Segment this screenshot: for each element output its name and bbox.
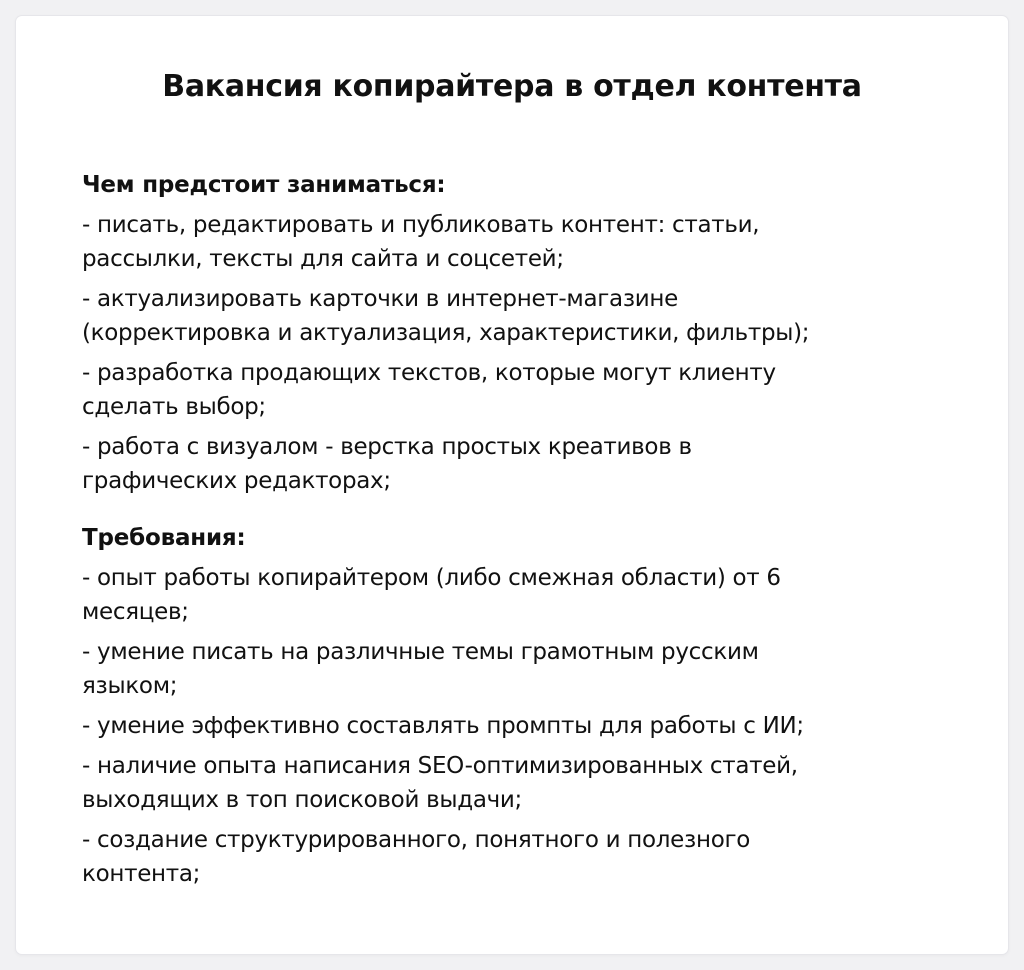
list-item-line: - создание структурированного, понятного и полезного bbox=[82, 827, 751, 853]
list-item bbox=[82, 709, 982, 743]
list-item bbox=[82, 208, 982, 276]
list-item-line: месяцев; bbox=[82, 599, 189, 625]
list-item-line: контента; bbox=[82, 861, 201, 887]
list-item-line: - наличие опыта написания SEO-оптимизированных статей, bbox=[82, 753, 798, 779]
requirements-section bbox=[82, 521, 982, 897]
duties-heading: Чем предстоит заниматься: bbox=[82, 172, 446, 198]
page-title: Вакансия копирайтера в отдел контента bbox=[162, 69, 862, 104]
list-item-line: - работа с визуалом - верстка простых креативов в bbox=[82, 434, 692, 460]
list-item bbox=[82, 635, 982, 703]
list-item bbox=[82, 356, 982, 424]
duties-list bbox=[82, 208, 982, 498]
list-item-line: (корректировка и актуализация, характеристики, фильтры); bbox=[82, 320, 810, 346]
list-item-line: рассылки, тексты для сайта и соцсетей; bbox=[82, 246, 564, 272]
list-item bbox=[82, 823, 982, 891]
list-item-line: - умение писать на различные темы грамотным русским bbox=[82, 639, 759, 665]
list-item-line: - актуализировать карточки в интернет-магазине bbox=[82, 286, 678, 312]
list-item bbox=[82, 749, 982, 817]
requirements-list bbox=[82, 561, 982, 891]
list-item-line: - умение эффективно составлять промпты для работы с ИИ; bbox=[82, 713, 804, 739]
list-item-line: выходящих в топ поисковой выдачи; bbox=[82, 787, 523, 813]
list-item-line: сделать выбор; bbox=[82, 394, 266, 420]
requirements-heading: Требования: bbox=[82, 525, 246, 551]
list-item-line: графических редакторах; bbox=[82, 468, 391, 494]
list-item-line: языком; bbox=[82, 673, 178, 699]
list-item bbox=[82, 430, 982, 498]
list-item-line: - опыт работы копирайтером (либо смежная области) от 6 bbox=[82, 565, 781, 591]
list-item-line: - писать, редактировать и публиковать контент: статьи, bbox=[82, 212, 760, 238]
vacancy-card bbox=[16, 16, 1008, 954]
list-item bbox=[82, 282, 982, 350]
duties-section bbox=[82, 168, 982, 504]
list-item bbox=[82, 561, 982, 629]
list-item-line: - разработка продающих текстов, которые могут клиенту bbox=[82, 360, 776, 386]
